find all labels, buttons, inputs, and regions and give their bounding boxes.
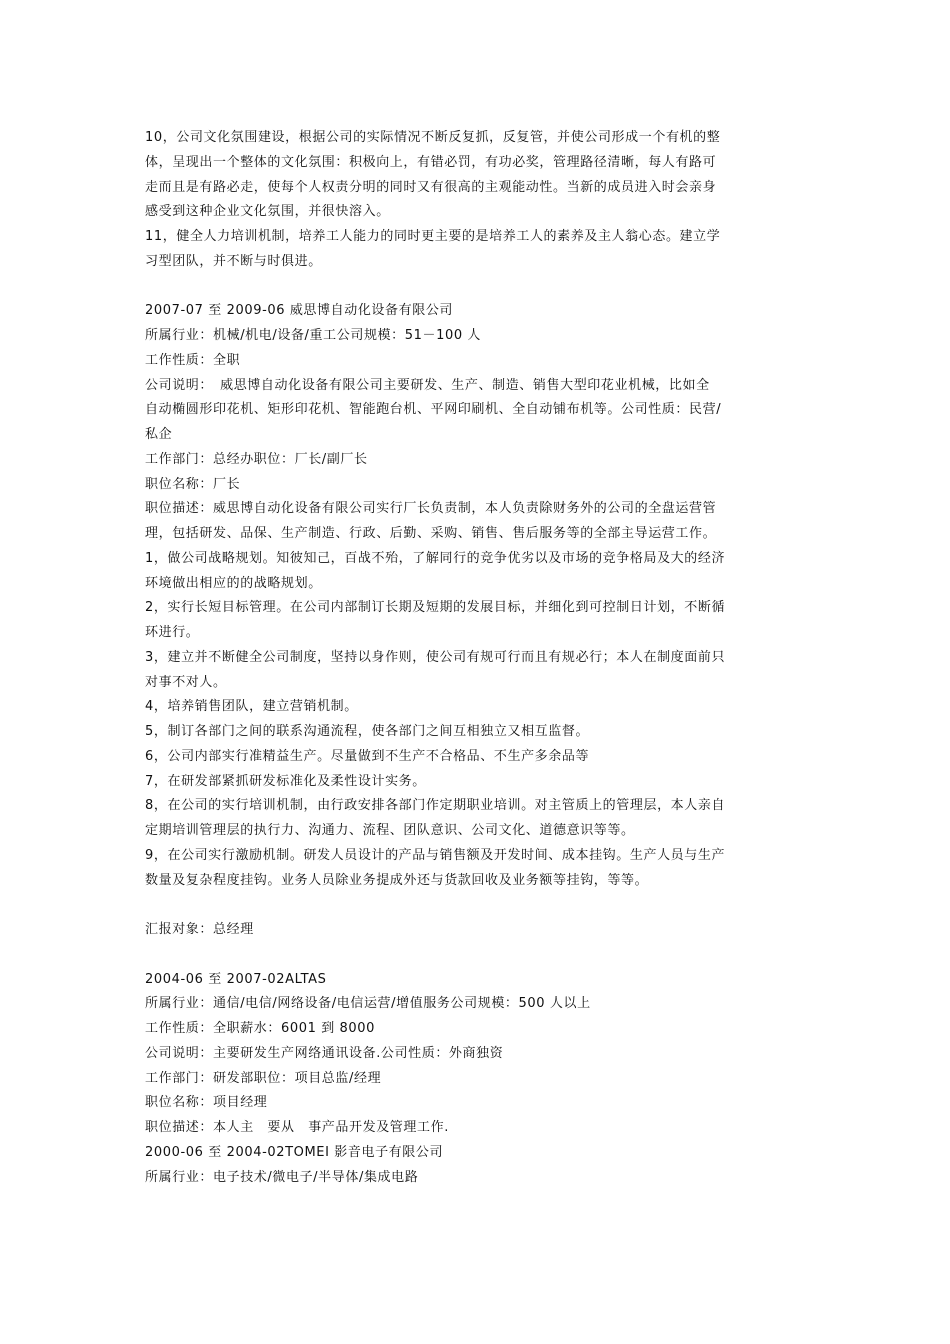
- text-line: 公司说明：主要研发生产网络通讯设备.公司性质：外商独资: [145, 1045, 504, 1061]
- text-line: 9，在公司实行激励机制。研发人员设计的产品与销售额及开发时间、成本挂钩。生产人员与生产: [145, 847, 726, 863]
- text-line: 工作部门：研发部职位：项目总监/经理: [145, 1070, 382, 1086]
- text-line: 1，做公司战略规划。知彼知己，百战不殆，了解同行的竞争优劣以及市场的竞争格局及大的经济: [145, 550, 726, 566]
- text-line: 8，在公司的实行培训机制，由行政安排各部门作定期职业培训。对主管质上的管理层，本人亲自: [145, 798, 726, 814]
- text-line: 对事不对人。: [145, 674, 227, 690]
- resume-document: [145, 126, 815, 1190]
- text-line: 走而且是有路必走，使每个人权责分明的同时又有很高的主观能动性。当新的成员进入时会亲身: [145, 179, 717, 195]
- text-line: 5，制订各部门之间的联系沟通流程，使各部门之间互相独立又相互监督。: [145, 724, 590, 739]
- text-line: 所属行业：通信/电信/网络设备/电信运营/增值服务公司规模：500 人以上: [145, 996, 591, 1012]
- text-line: 感受到这种企业文化氛围，并很快溶入。: [145, 204, 390, 220]
- text-line: 环进行。: [145, 625, 200, 640]
- text-line: 环境做出相应的的战略规划。: [145, 575, 322, 591]
- text-line: 所属行业：电子技术/微电子/半导体/集成电路: [145, 1169, 419, 1185]
- text-line: 职位名称：厂长: [145, 476, 241, 492]
- text-line: 体，呈现出一个整体的文化氛围：积极向上，有错必罚，有功必奖，管理路径清晰，每人有路可: [145, 154, 717, 170]
- text-line: 职位描述：威思博自动化设备有限公司实行厂长负责制，本人负责除财务外的公司的全盘运营管: [145, 501, 717, 517]
- text-line: 职位描述：本人主 要从 事产品开发及管理工作.: [145, 1120, 449, 1135]
- text-line: 4，培养销售团队，建立营销机制。: [145, 699, 358, 715]
- text-line: 定期培训管理层的执行力、沟通力、流程、团队意识、公司文化、道德意识等等。: [145, 823, 635, 838]
- text-line: 自动椭圆形印花机、矩形印花机、智能跑台机、平网印刷机、全自动铺布机等。公司性质：民营/: [145, 402, 722, 418]
- text-line: 工作部门：总经办职位：厂长/副厂长: [145, 451, 368, 467]
- text-line: 6，公司内部实行准精益生产。尽量做到不生产不合格品、不生产多余品等: [145, 748, 590, 764]
- text-line: 7，在研发部紧抓研发标准化及柔性设计实务。: [145, 773, 426, 789]
- text-line: 数量及复杂程度挂钩。业务人员除业务提成外还与货款回收及业务额等挂钩，等等。: [145, 872, 649, 888]
- text-line: 10，公司文化氛围建设，根据公司的实际情况不断反复抓，反复管，并使公司形成一个有机的整: [145, 130, 721, 145]
- text-line: 2004-06 至 2007-02ALTAS: [145, 971, 327, 987]
- text-line: 工作性质：全职: [145, 352, 241, 368]
- text-line: 2007-07 至 2009-06 威思博自动化设备有限公司: [145, 303, 454, 319]
- blank-line: [145, 893, 815, 918]
- text-line: 公司说明： 威思博自动化设备有限公司主要研发、生产、制造、销售大型印花业机械，比如全: [145, 377, 710, 393]
- text-line: 汇报对象：总经理: [145, 922, 254, 937]
- text-line: 理，包括研发、品保、生产制造、行政、后勤、采购、销售、售后服务等的全部主导运营工作。: [145, 526, 717, 541]
- text-line: 职位名称：项目经理: [145, 1095, 268, 1111]
- blank-line: [145, 943, 815, 968]
- text-line: 所属行业：机械/机电/设备/重工公司规模：51－100 人: [145, 328, 482, 343]
- text-line: 2000-06 至 2004-02TOMEI 影音电子有限公司: [145, 1144, 444, 1160]
- text-line: 私企: [145, 427, 173, 442]
- text-line: 习型团队，并不断与时俱进。: [145, 253, 322, 269]
- text-line: 11，健全人力培训机制，培养工人能力的同时更主要的是培养工人的素养及主人翁心态。建立学: [145, 229, 721, 244]
- blank-line: [145, 275, 815, 300]
- text-line: 2，实行长短目标管理。在公司内部制订长期及短期的发展目标，并细化到可控制日计划，不断循: [145, 600, 726, 616]
- text-line: 3，建立并不断健全公司制度，坚持以身作则，使公司有规可行而且有规必行；本人在制度面前只: [145, 649, 726, 665]
- text-line: 工作性质：全职薪水：6001 到 8000: [145, 1021, 376, 1036]
